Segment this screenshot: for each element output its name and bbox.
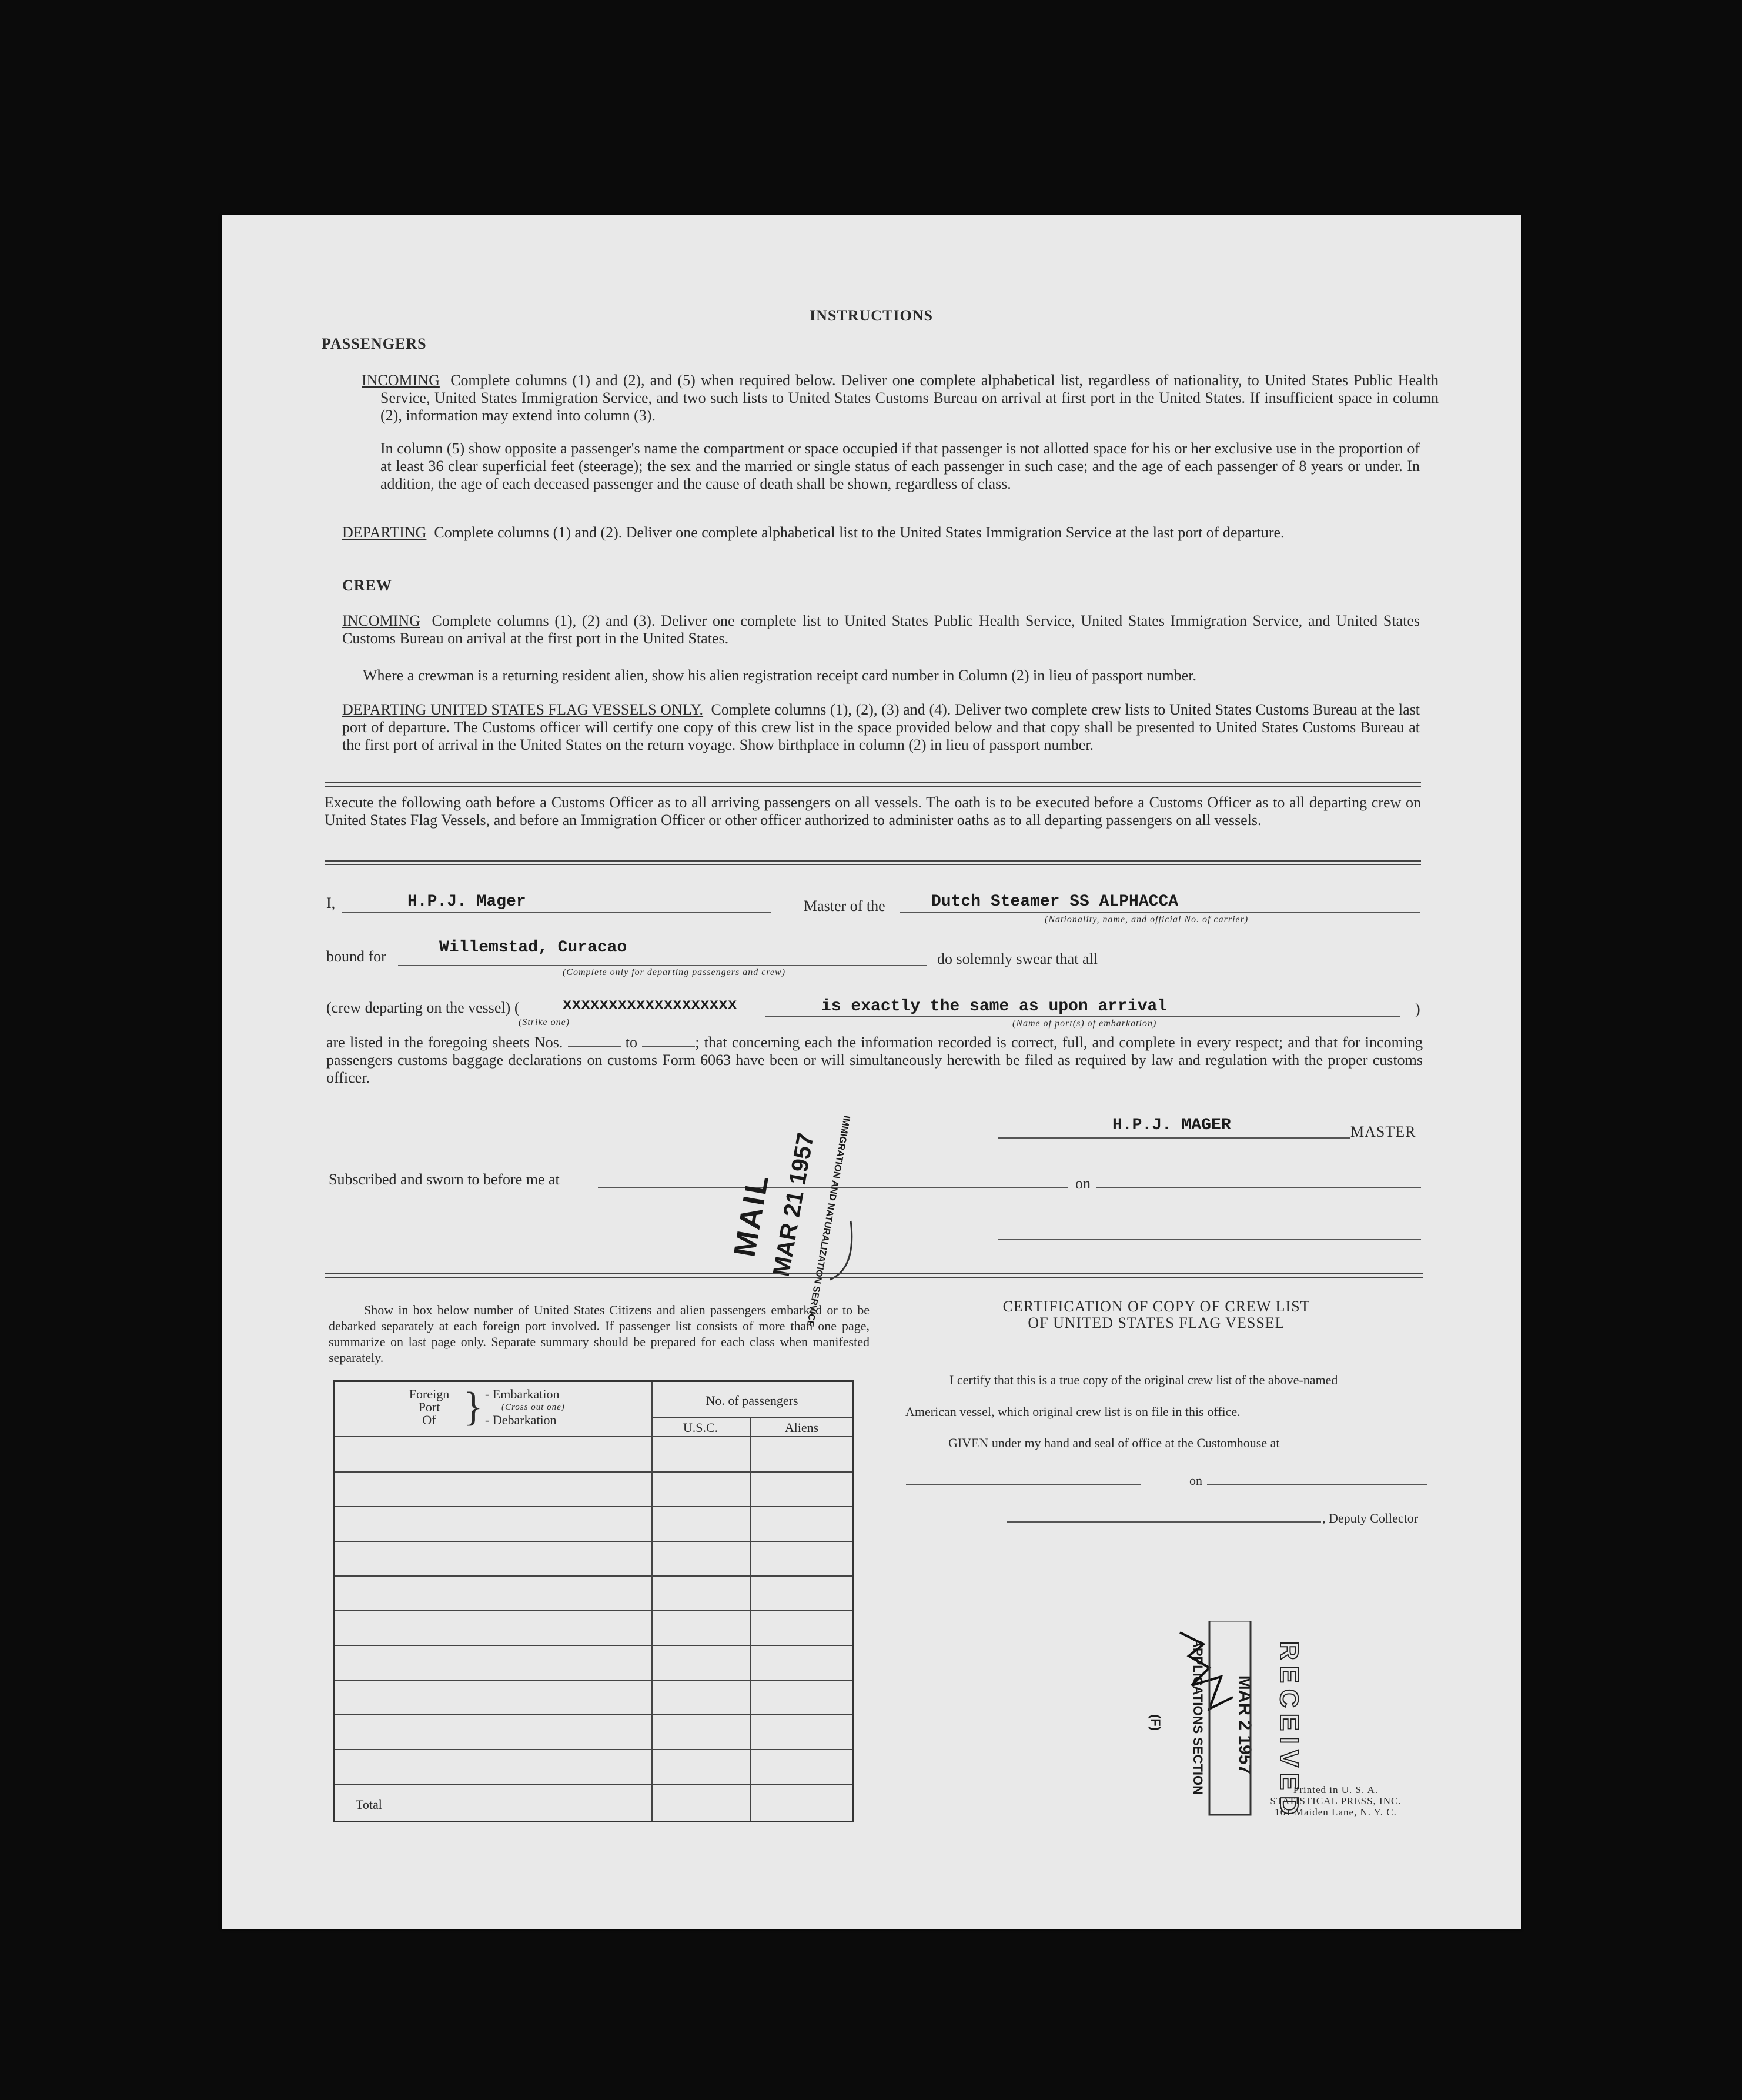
foreign-3: Of [422, 1413, 436, 1427]
strike-field[interactable]: xxxxxxxxxxxxxxxxxxx [563, 996, 737, 1013]
foreign-2: Port [418, 1400, 440, 1414]
vessel-field[interactable]: Dutch Steamer SS ALPHACCA [931, 893, 1179, 911]
brace-icon: } [463, 1384, 483, 1430]
printer-line-1: Printed in U. S. A. [1293, 1784, 1379, 1795]
customhouse-line [906, 1484, 1141, 1485]
total-label: Total [356, 1797, 382, 1812]
passengers-heading: PASSENGERS [322, 335, 427, 352]
oath-i-label: I, [326, 894, 336, 912]
page-title: INSTRUCTIONS [810, 307, 933, 324]
aliens-header: Aliens [784, 1420, 819, 1435]
certification-text-2: American vessel, which original crew list is on file in this office. [905, 1404, 1241, 1419]
passengers-column5-text: In column (5) show opposite a passenger's name the compartment or space occupied if that passenger is not allotted space for his or her exclusive use in the proportion of at least 36 clear superficial feet (steerage); the sex and the married or single status of each passenger in such case; and the age of each passenger of 8 years or under. In addition, the age of each deceased passenger and the cause of death shall be shown, regardless of class. [380, 440, 1420, 492]
crew-departing-text: Complete columns (1), (2), (3) and (4). Deliver two complete crew lists to United States Customs Bureau at the last port of departure. The Customs officer will certify one copy of this crew list in the space provided below and that copy shall be presented to United States Customs Bureau at the first port of arrival in the United States on the return voyage. Show birthplace in column (2) in lieu of passport number. [342, 701, 1420, 753]
port-line [765, 1016, 1400, 1017]
close-paren: ) [1415, 1000, 1420, 1017]
sheets-to: to [625, 1034, 637, 1051]
mail-stamp-date: MAR 21 1957 [768, 1131, 819, 1278]
applications-section-label: APPLICATIONS SECTION [1191, 1638, 1205, 1795]
passengers-incoming-text: Complete columns (1) and (2), and (5) when required below. Deliver one complete alphabetical list, regardless of nationality, to United States Public Health Service, United States Immigration Service, and two such lists to United States Customs Bureau on arrival at first port in the United States. If insufficient space in column (2), information may extend into column (3). [380, 372, 1439, 424]
mail-stamp-side: IMMIGRATION AND NATURALIZATION SERVICE [804, 1114, 852, 1328]
passenger-summary-table [333, 1380, 854, 1822]
master-signature[interactable]: H.P.J. MAGER [1112, 1116, 1231, 1134]
document-page [222, 215, 1521, 1929]
printer-line-3: 161 Maiden Lane, N. Y. C. [1275, 1807, 1397, 1818]
debarkation-label: - Debarkation [485, 1413, 557, 1427]
certification-given: GIVEN under my hand and seal of office at the Customhouse at [948, 1435, 1280, 1450]
certification-title-2: OF UNITED STATES FLAG VESSEL [1028, 1314, 1285, 1331]
foreign-port-header [397, 1388, 462, 1427]
crew-departing-label: DEPARTING UNITED STATES FLAG VESSELS ONLY. [342, 701, 704, 718]
divider [325, 1273, 1423, 1274]
divider [325, 782, 1421, 783]
printer-info [1253, 1784, 1418, 1818]
crew-incoming-section [342, 612, 1420, 647]
summary-instructions: Show in box below number of United States Citizens and alien passengers embarked or to be debarked separately at each foreign port involved. If passenger list consists of more than one page, summarize on last page only. Separate summary should be prepared for each class when manifested separately. [329, 1303, 870, 1365]
bound-for-label: bound for [326, 948, 386, 965]
embark-header [485, 1388, 565, 1427]
vessel-line [900, 912, 1420, 913]
section-code: (F) [1148, 1714, 1163, 1731]
printer-line-2: STATISTICAL PRESS, INC. [1270, 1795, 1402, 1807]
destination-line [398, 965, 927, 966]
passengers-departing-text: Complete columns (1) and (2). Deliver one complete alphabetical list to the United States Immigration Service at the last port of departure. [434, 524, 1285, 541]
certification-date-line [1207, 1484, 1427, 1485]
sheets-text-2: ; that concerning each the information recorded is correct, full, and complete in every respect; and that for incoming passengers customs baggage declarations on customs Form 6063 have been or will simultaneously herewith be filed as required by law and regulation with the proper customs officer. [326, 1034, 1423, 1086]
crew-incoming-label: INCOMING [342, 612, 420, 629]
mail-stamp-main: MAIL [727, 1170, 776, 1260]
certification-text-1: I certify that this is a true copy of the original crew list of the above-named [949, 1373, 1338, 1387]
subscribed-label: Subscribed and sworn to before me at [329, 1171, 560, 1188]
sheets-text-1: are listed in the foregoing sheets Nos. [326, 1034, 563, 1051]
subscribed-date-line [1096, 1187, 1421, 1188]
received-stamp: RECEIVED [1275, 1641, 1303, 1821]
deputy-line [1007, 1521, 1321, 1523]
port-field[interactable]: is exactly the same as upon arrival [821, 997, 1168, 1016]
no-of-passengers-header: No. of passengers [706, 1393, 798, 1408]
sheets-paragraph [326, 1034, 1423, 1087]
divider [325, 864, 1421, 865]
passengers-departing-section [342, 524, 1420, 542]
usc-header: U.S.C. [683, 1420, 718, 1435]
certification-on-label: on [1189, 1473, 1202, 1488]
passengers-incoming-section [362, 372, 1439, 425]
divider [325, 1277, 1423, 1278]
sheet-from-field[interactable] [568, 1046, 621, 1047]
crew-departing-label: (crew departing on the vessel) ( [326, 999, 520, 1016]
crew-heading: CREW [342, 577, 392, 594]
crew-departing-section [342, 701, 1420, 754]
destination-field[interactable]: Willemstad, Curacao [439, 939, 627, 957]
oath-instructions: Execute the following oath before a Customs Officer as to all arriving passengers on all vessels. The oath is to be executed before a Customs Officer as to all departing crew on United States Flag Vessels, and before an Immigration Officer or other officer authorized to administer oaths as to all departing passengers on all vessels. [325, 794, 1421, 829]
mail-received-stamp [727, 1114, 874, 1328]
passengers-incoming-label: INCOMING [362, 372, 440, 389]
sheet-to-field[interactable] [642, 1046, 695, 1047]
crew-resident-text: Where a crewman is a returning resident alien, show his alien registration receipt card number in Column (2) in lieu of passport number. [363, 667, 1197, 684]
cross-out-label: (Cross out one) [501, 1403, 565, 1412]
master-name-field[interactable]: H.P.J. Mager [407, 893, 526, 911]
master-of-label: Master of the [804, 897, 885, 914]
embarkation-label: - Embarkation [485, 1387, 560, 1401]
subscribed-on-label: on [1075, 1175, 1091, 1192]
foreign-1: Foreign [409, 1387, 450, 1401]
destination-caption: (Complete only for departing passengers and crew) [563, 967, 786, 977]
certification-title [886, 1298, 1427, 1331]
vessel-caption: (Nationality, name, and official No. of carrier) [1045, 914, 1249, 924]
received-stamp-date: MAR 2 1957 [1235, 1675, 1255, 1775]
signature-scrawl [1139, 1621, 1256, 1832]
signature-line [998, 1137, 1350, 1139]
applications-section-stamp [1139, 1621, 1303, 1832]
officer-signature-line [998, 1239, 1421, 1240]
passengers-departing-label: DEPARTING [342, 524, 427, 541]
port-caption: (Name of port(s) of embarkation) [1012, 1019, 1157, 1029]
divider [325, 860, 1421, 862]
certification-title-1: CERTIFICATION OF COPY OF CREW LIST [1002, 1298, 1310, 1315]
master-label: MASTER [1350, 1123, 1416, 1140]
swear-label: do solemnly swear that all [937, 950, 1098, 967]
strike-caption: (Strike one) [519, 1017, 570, 1027]
divider [325, 786, 1421, 787]
master-name-line [342, 912, 771, 913]
mail-stamp-arc [727, 1133, 874, 1286]
deputy-collector-label: , Deputy Collector [1322, 1511, 1419, 1525]
crew-incoming-text: Complete columns (1), (2) and (3). Deliver one complete list to United States Public Health Service, United States Immigration Service, and United States Customs Bureau on arrival at the first port in the United States. [342, 612, 1420, 647]
